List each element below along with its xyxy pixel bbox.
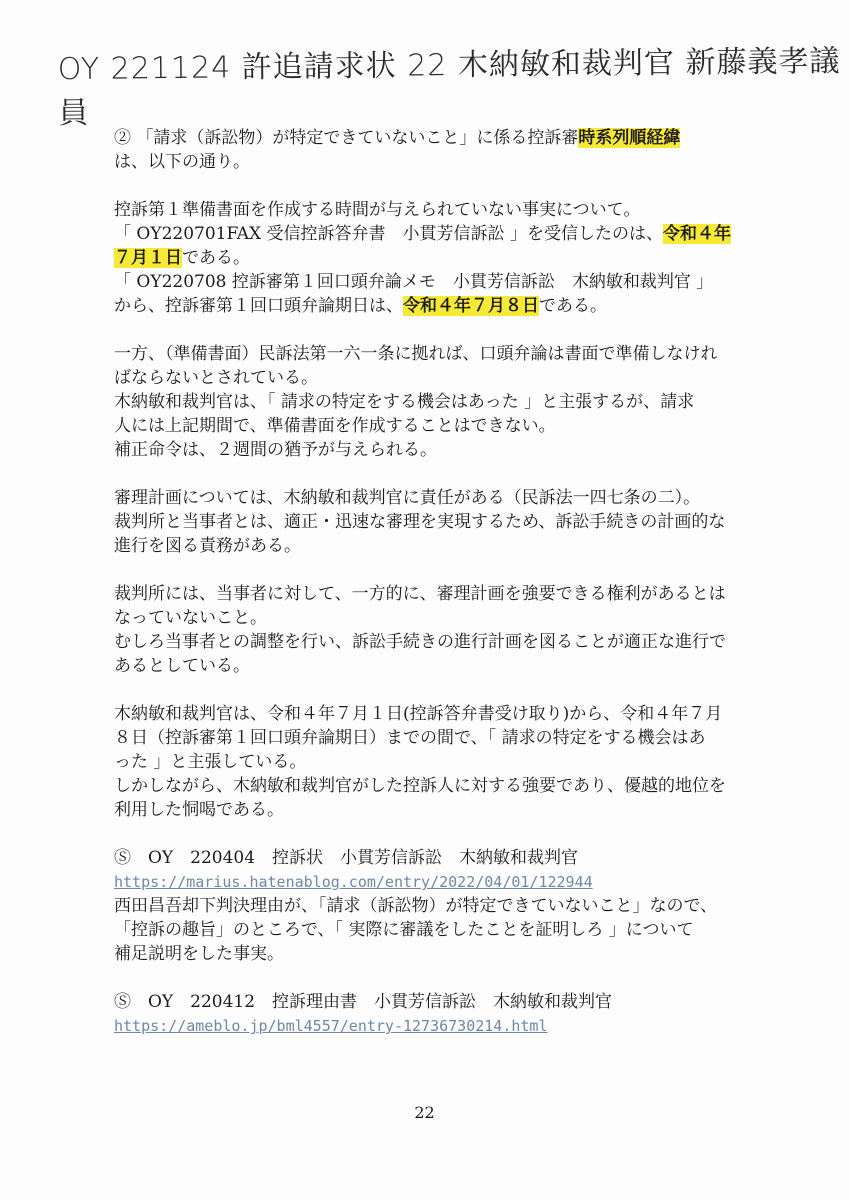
text-line	[114, 126, 782, 150]
highlight: 時系列順経緯	[578, 128, 681, 148]
highlight: ７月１日	[114, 248, 182, 268]
text-line: 「 OY220708 控訴審第１回口頭弁論メモ 小貫芳信訴訟 木納敏和裁判官 」	[114, 272, 714, 292]
text-span: である。	[182, 248, 250, 268]
text-line: 人には上記期間で、準備書面を作成することはできない。	[114, 416, 556, 436]
document-body	[114, 126, 782, 1062]
highlight: 令和４年７月８日	[403, 296, 539, 316]
source-reference: Ⓢ OY 220412 控訴理由書 小貫芳信訴訟 木納敏和裁判官	[114, 992, 613, 1012]
text-line: は、以下の通り。	[114, 152, 250, 172]
text-line: ８日（控訴審第１回口頭弁論期日）までの間で、「 請求の特定をする機会はあ	[114, 728, 706, 748]
text-line: 裁判所と当事者とは、適正・迅速な審理を実現するため、訴訟手続きの計画的な	[114, 512, 726, 532]
text-span: ② 「請求（訴訟物）が特定できていないこと」に係る控訴審	[114, 128, 579, 148]
highlight: 令和４年	[662, 224, 731, 244]
text-line: むしろ当事者との調整を行い、訴訟手続きの進行計画を図ることが適正な進行で	[114, 632, 726, 652]
text-line: あるとしている。	[114, 656, 250, 676]
source-link[interactable]: https://ameblo.jp/bml4557/entry-12736730214.html	[114, 1017, 548, 1035]
text-line: しかしながら、木納敏和裁判官がした控訴人に対する強要であり、優越的地位を	[114, 776, 726, 796]
text-line: 木納敏和裁判官は、「 請求の特定をする機会はあった 」と主張するが、請求	[114, 392, 695, 412]
text-line: 西田昌吾却下判決理由が、「請求（訴訟物）が特定できていないこと」なので、	[114, 896, 718, 916]
text-line: った 」と主張している。	[114, 752, 307, 772]
text-line: 補足説明をした事実。	[114, 944, 284, 964]
text-span: 「 OY220701FAX 受信控訴答弁書 小貫芳信訴訟 」を受信したのは、	[114, 224, 663, 244]
text-line: 一方、（準備書面）民訴法第一六一条に拠れば、口頭弁論は書面で準備しなけれ	[114, 344, 718, 364]
text-line: 進行を図る責務がある。	[114, 536, 301, 556]
paragraph-judge-claim	[114, 702, 782, 822]
text-line: 控訴第１準備書面を作成する時間が与えられていない事実について。	[114, 200, 641, 220]
text-line: 補正命令は、２週間の猶予が与えられる。	[114, 440, 437, 460]
page-number: 22	[414, 1103, 435, 1122]
text-line: 裁判所には、当事者に対して、一方的に、審理計画を強要できる権利があるとは	[114, 584, 726, 604]
text-line	[114, 246, 782, 270]
text-line: 審理計画については、木納敏和裁判官に責任がある（民訴法一四七条の二）。	[114, 488, 701, 508]
source-reference: Ⓢ OY 220404 控訴状 小貫芳信訴訟 木納敏和裁判官	[114, 848, 579, 868]
text-line: 利用した恫喝である。	[114, 800, 284, 820]
paragraph-source-220412	[114, 990, 782, 1038]
paragraph-court-rights	[114, 582, 782, 678]
paragraph-source-220404	[114, 846, 782, 966]
handwritten-header: OY 221124 許追請求状 22 木納敏和裁判官 新藤義孝議員	[57, 43, 841, 132]
paragraph-civil-procedure	[114, 342, 782, 462]
text-line	[114, 222, 782, 246]
text-line	[114, 294, 782, 318]
source-link[interactable]: https://marius.hatenablog.com/entry/2022/04/01/122944	[114, 873, 593, 891]
paragraph-chronology-intro	[114, 126, 782, 174]
paragraph-trial-plan	[114, 486, 782, 558]
text-line: 木納敏和裁判官は、令和４年７月１日(控訴答弁書受け取り)から、令和４年７月	[114, 704, 723, 724]
paragraph-time-not-given	[114, 198, 782, 318]
text-line: ばならないとされている。	[114, 368, 318, 388]
text-span: から、控訴審第１回口頭弁論期日は、	[114, 296, 403, 316]
text-line: 「控訴の趣旨」のところで、「 実際に審議をしたことを証明しろ 」について	[114, 920, 694, 940]
text-span: である。	[539, 296, 607, 316]
text-line: なっていないこと。	[114, 608, 267, 628]
